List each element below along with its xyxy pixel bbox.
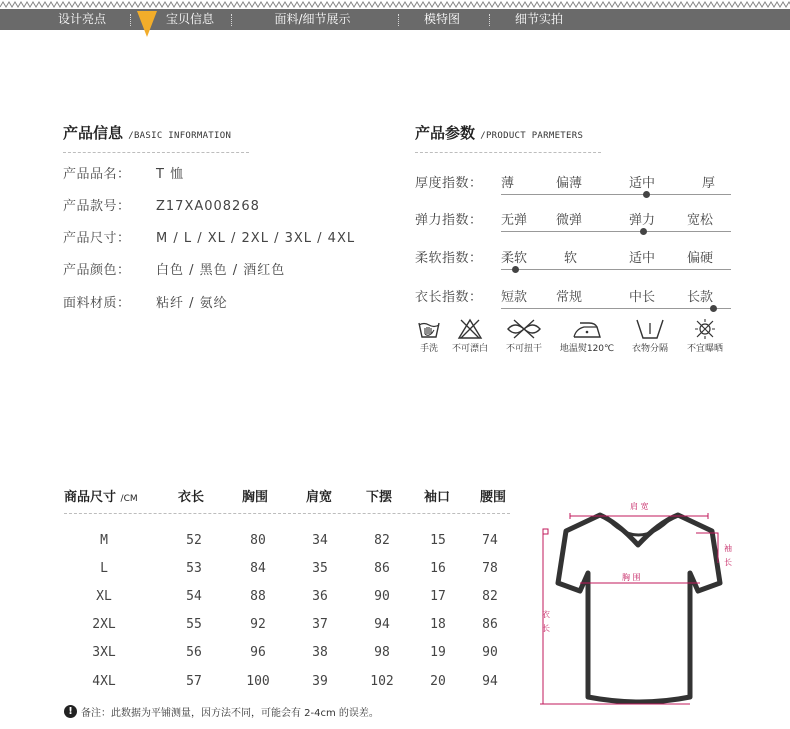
wash-separately-icon [634, 318, 666, 340]
param-option: 中长 [629, 290, 656, 305]
param-option: 厚 [702, 176, 716, 191]
hand-wash-icon [417, 318, 441, 340]
param-label: 厚度指数： [415, 176, 483, 191]
size-cell: 35 [312, 561, 328, 576]
care-label: 不可扭干 [505, 344, 542, 354]
tshirt-measurement-diagram [540, 497, 750, 709]
care-no-bleach [447, 318, 493, 354]
length-label-1: 衣 [542, 610, 550, 619]
size-cell: 74 [482, 533, 498, 548]
no-sun-icon [693, 318, 717, 340]
param-option: 偏薄 [556, 176, 583, 191]
size-cell: 53 [186, 561, 202, 576]
param-option: 常规 [556, 290, 583, 305]
size-cell: 86 [374, 561, 390, 576]
size-cell: 94 [374, 617, 390, 632]
info-label: 产品品名： [63, 167, 131, 182]
size-cell: 34 [312, 533, 328, 548]
care-label: 手洗 [419, 344, 438, 354]
tab-design-highlights[interactable]: 设计亮点 [57, 12, 106, 26]
tab-bar [0, 9, 790, 30]
care-label: 地温熨120℃ [559, 344, 615, 354]
size-row-label: 3XL [92, 645, 116, 660]
care-no-sun [681, 318, 729, 354]
size-cell: 88 [250, 589, 266, 604]
tshirt-outline [558, 515, 720, 702]
care-label: 衣物分隔 [631, 344, 668, 354]
param-option: 宽松 [687, 213, 714, 228]
param-option: 偏硬 [687, 251, 714, 266]
size-cell: 82 [374, 533, 390, 548]
info-label: 产品尺寸： [63, 231, 131, 246]
size-col-header: 肩宽 [306, 490, 333, 505]
shoulder-label: 肩 宽 [630, 502, 649, 511]
care-label: 不可漂白 [451, 344, 488, 354]
size-cell: 96 [250, 645, 266, 660]
care-no-wring [500, 318, 548, 354]
size-cell: 17 [430, 589, 446, 604]
size-col-header: 下摆 [366, 490, 393, 505]
size-cell: 94 [482, 674, 498, 689]
tab-detail-photos[interactable]: 细节实拍 [514, 12, 563, 26]
tab-fabric-details[interactable]: 面料/细节展示 [274, 12, 351, 26]
info-row-colors [63, 261, 285, 281]
no-wring-icon [505, 318, 543, 340]
size-row-label: L [100, 561, 108, 576]
info-value: 白色 / 黑色 / 酒红色 [156, 263, 286, 278]
sleeve-label-1: 袖 [724, 544, 732, 553]
care-label: 不宜曝晒 [686, 344, 723, 354]
size-table-corner: 商品尺寸 /CM [64, 490, 138, 505]
size-cell: 20 [430, 674, 446, 689]
size-cell: 84 [250, 561, 266, 576]
size-cell: 78 [482, 561, 498, 576]
size-cell: 39 [312, 674, 328, 689]
param-option: 无弹 [501, 213, 528, 228]
note-text: 备注：此数据为平铺测量，因方法不同，可能会有 2-4cm 的误差。 [81, 708, 379, 719]
param-label: 柔软指数： [415, 251, 483, 266]
param-option: 适中 [629, 176, 656, 191]
param-option: 短款 [501, 290, 528, 305]
size-cell: 92 [250, 617, 266, 632]
tab-separator [398, 14, 399, 26]
size-cell: 57 [186, 674, 202, 689]
param-option: 薄 [501, 176, 515, 191]
care-hand-wash [414, 318, 444, 354]
info-value: 粘纤 / 氨纶 [156, 296, 228, 311]
param-track [501, 308, 731, 309]
size-cell: 90 [482, 645, 498, 660]
tab-separator [489, 14, 490, 26]
info-label: 面料材质： [63, 296, 131, 311]
info-row-style-number [63, 197, 260, 217]
size-cell: 54 [186, 589, 202, 604]
param-option: 软 [564, 251, 578, 266]
size-cell: 90 [374, 589, 390, 604]
size-cell: 19 [430, 645, 446, 660]
param-track [501, 231, 731, 232]
info-value: Z17XA008268 [156, 199, 260, 214]
size-row-label: 2XL [92, 617, 116, 632]
info-icon: ! [64, 705, 77, 718]
size-cell: 82 [482, 589, 498, 604]
info-label: 产品款号： [63, 199, 131, 214]
param-option: 微弹 [556, 213, 583, 228]
active-tab-marker [137, 11, 157, 37]
size-cell: 52 [186, 533, 202, 548]
size-col-header: 袖口 [424, 490, 451, 505]
size-cell: 55 [186, 617, 202, 632]
param-track [501, 194, 731, 195]
info-row-sizes [63, 229, 355, 249]
info-value: M / L / XL / 2XL / 3XL / 4XL [156, 231, 356, 246]
size-row-label: 4XL [92, 674, 116, 689]
size-cell: 98 [374, 645, 390, 660]
size-cell: 15 [430, 533, 446, 548]
param-selected-dot [643, 191, 650, 198]
size-table-rule [64, 513, 510, 514]
product-info-rule [63, 152, 249, 153]
param-option: 柔软 [501, 251, 528, 266]
param-selected-dot [710, 305, 717, 312]
tab-separator [231, 14, 232, 26]
no-bleach-icon [457, 318, 483, 340]
measurement-note [64, 704, 379, 719]
size-row-label: M [100, 533, 108, 548]
param-label: 弹力指数： [415, 213, 483, 228]
param-track [501, 269, 731, 270]
size-cell: 36 [312, 589, 328, 604]
info-row-material [63, 294, 228, 314]
size-cell: 18 [430, 617, 446, 632]
param-selected-dot [640, 228, 647, 235]
iron-low-icon [570, 318, 604, 340]
param-selected-dot [512, 266, 519, 273]
product-info-title: 产品信息 /BASIC INFORMATION [63, 124, 232, 142]
length-label-2: 长 [542, 624, 550, 633]
info-row-name [63, 165, 184, 185]
size-cell: 102 [370, 674, 394, 689]
param-option: 弹力 [629, 213, 656, 228]
size-row-label: XL [96, 589, 112, 604]
info-value: T 恤 [156, 167, 185, 182]
size-col-header: 衣长 [178, 490, 205, 505]
product-params-title: 产品参数 /PRODUCT PARMETERS [415, 124, 584, 142]
size-cell: 100 [246, 674, 270, 689]
size-col-header: 胸围 [242, 490, 269, 505]
param-option: 适中 [629, 251, 656, 266]
chest-label: 胸 围 [622, 573, 641, 582]
care-wash-separately [625, 318, 675, 354]
size-cell: 37 [312, 617, 328, 632]
sleeve-label-2: 长 [724, 558, 732, 567]
size-cell: 38 [312, 645, 328, 660]
product-params-rule [415, 152, 601, 153]
param-option: 长款 [687, 290, 714, 305]
info-label: 产品颜色： [63, 263, 131, 278]
size-cell: 86 [482, 617, 498, 632]
size-cell: 80 [250, 533, 266, 548]
tab-product-info[interactable]: 宝贝信息 [165, 12, 214, 26]
tab-separator [130, 14, 131, 26]
size-col-header: 腰围 [480, 490, 507, 505]
size-cell: 16 [430, 561, 446, 576]
care-iron-low [555, 318, 619, 354]
top-nav [0, 0, 790, 30]
param-label: 衣长指数： [415, 290, 483, 305]
size-cell: 56 [186, 645, 202, 660]
tab-model-photos[interactable]: 模特图 [423, 12, 460, 26]
